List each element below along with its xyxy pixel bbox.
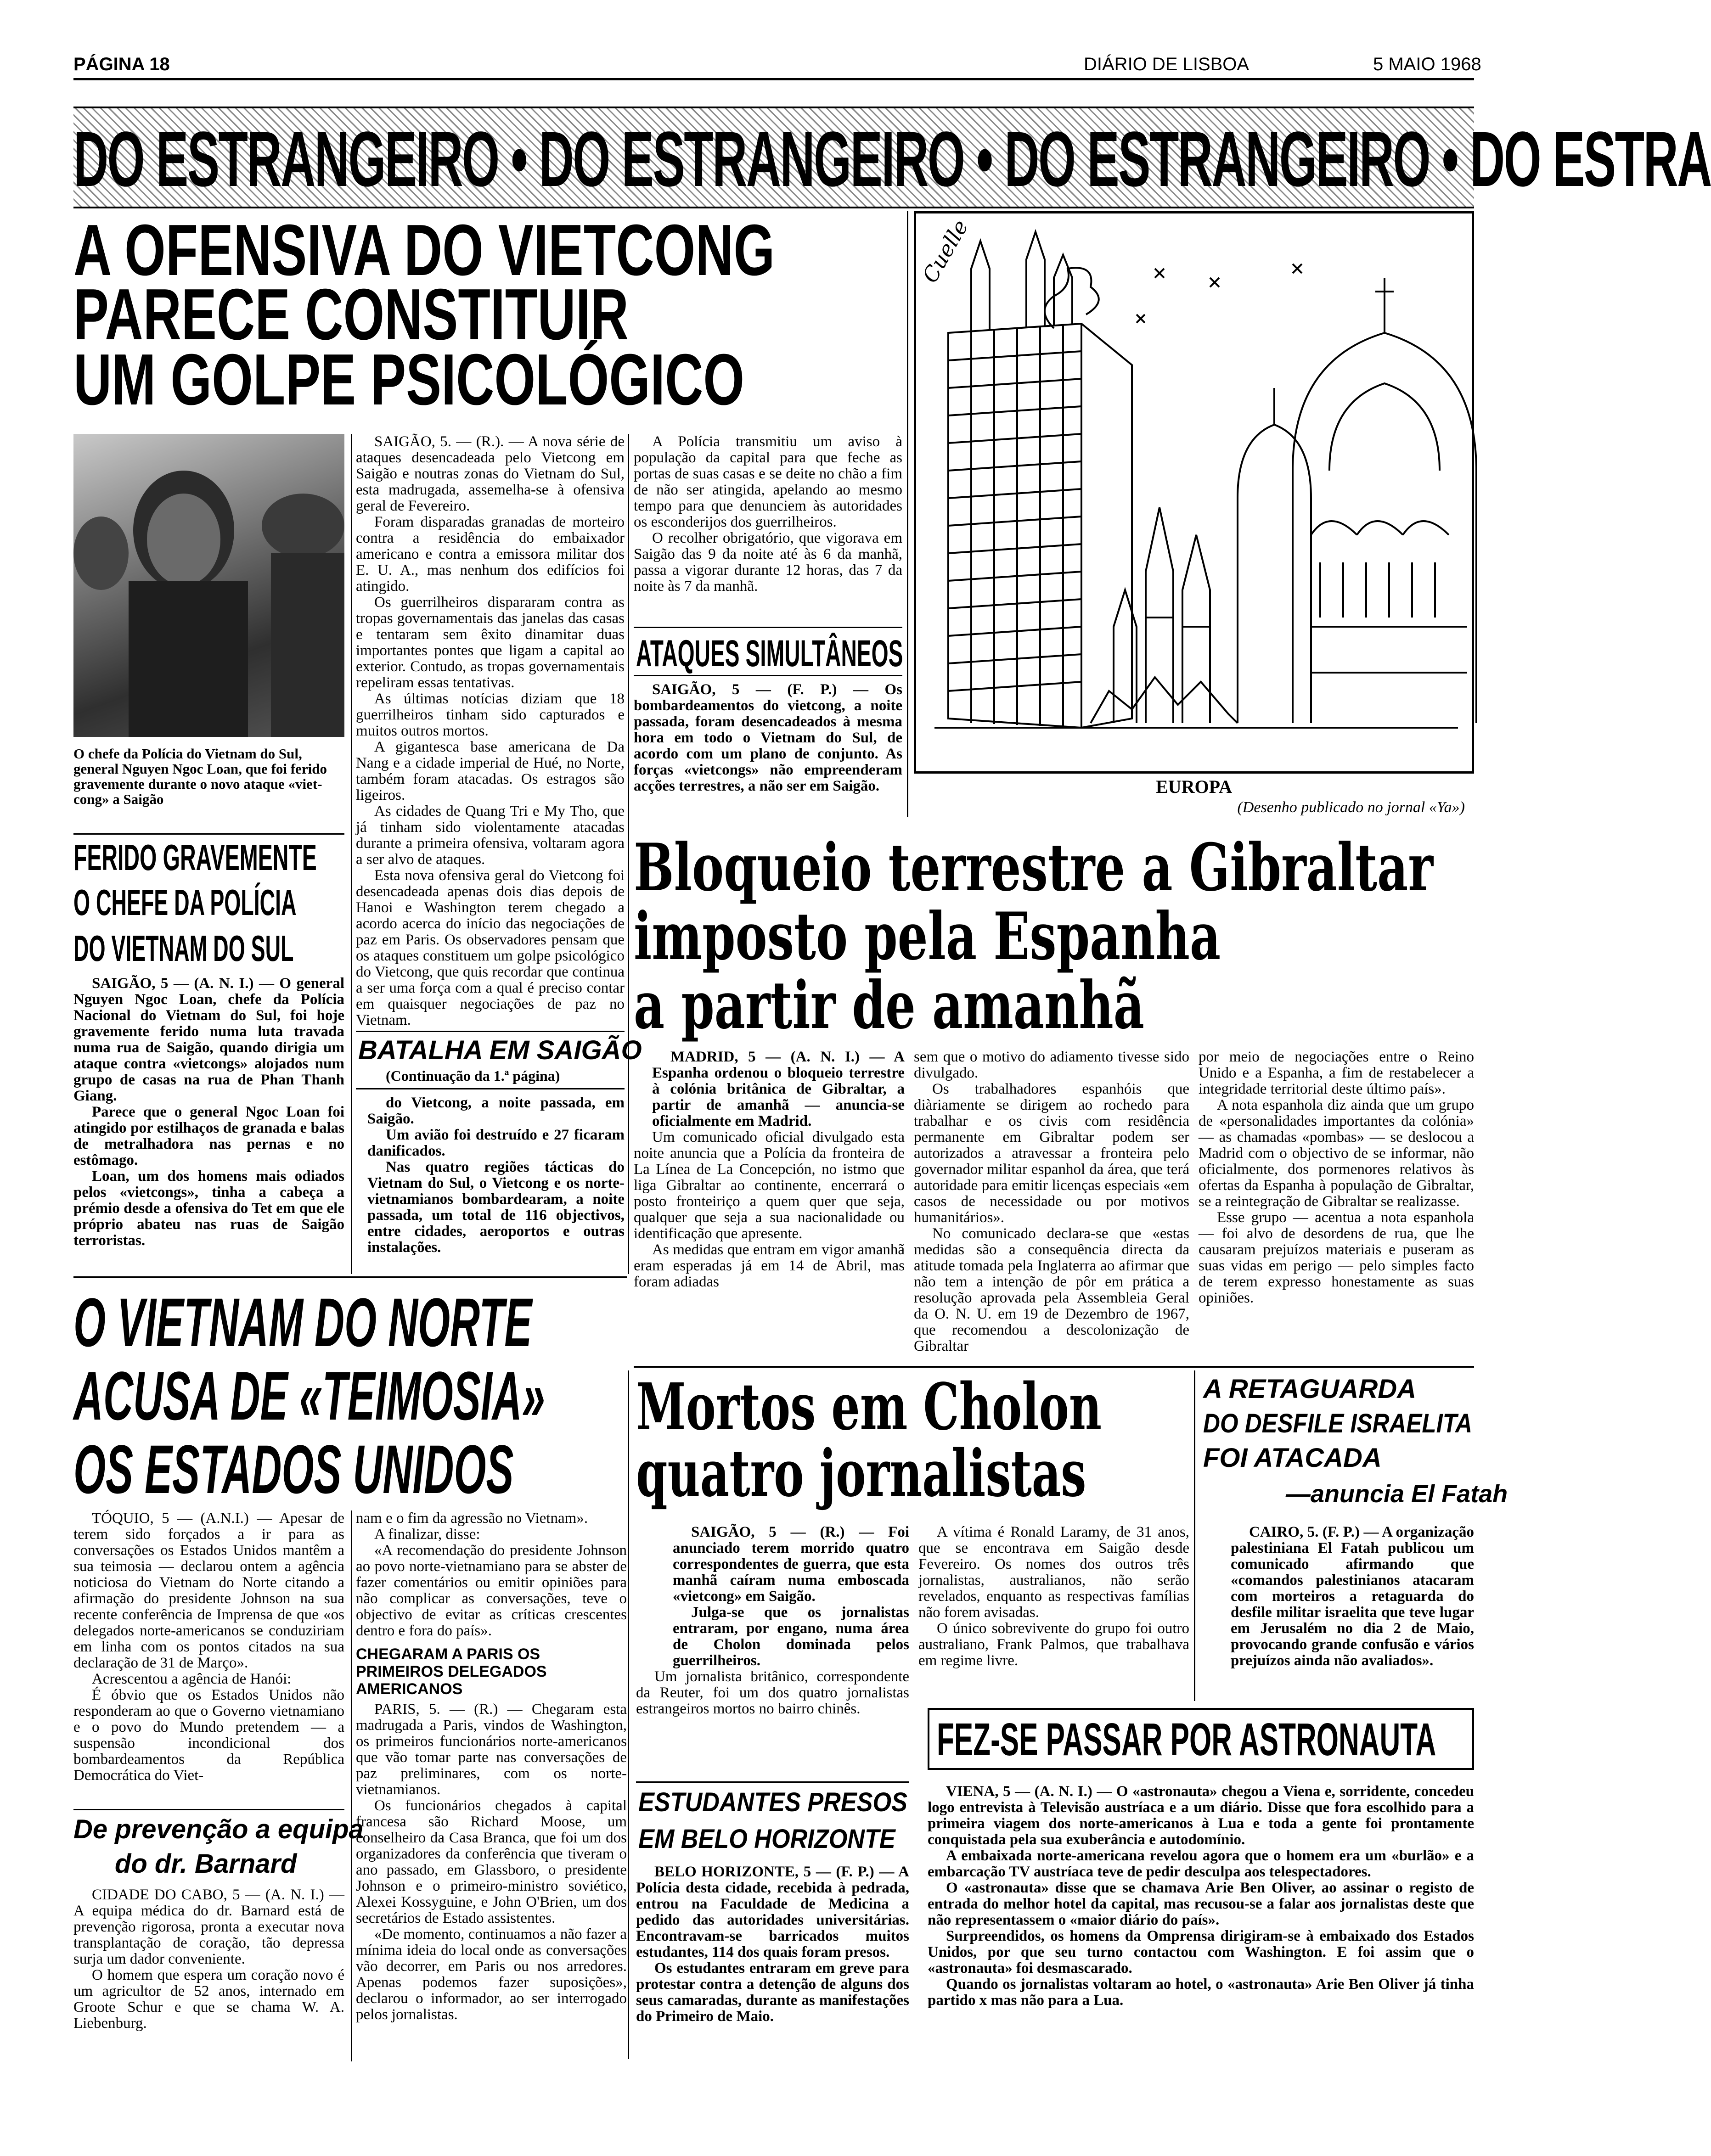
header-rule <box>73 78 1474 80</box>
barnard-heading-line-2: do dr. Barnard <box>115 1849 297 1879</box>
column-rule <box>907 211 908 817</box>
paragraph: O «astronauta» disse que se chamava Arie Ben Oliver, ao assinar o registo de entrada do melhor hotel da capital, mas recusou-se a falar aos jornalistas deste que não representassem o «maior diário do país». <box>928 1880 1474 1928</box>
paragraph: Parece que o general Ngoc Loan foi atingido por estilhaços de granada e balas de metralhadora nas pernas e no estômago. <box>73 1104 344 1168</box>
section-rule <box>634 627 902 628</box>
section-rule <box>73 1809 344 1810</box>
retaguarda-heading-line-1: A RETAGUARDA <box>1203 1374 1416 1404</box>
paragraph: PARIS, 5. — (R.) — Chegaram esta madrugada a Paris, vindos de Washington, os primeiros funcionários norte-americanos que vão tomar parte nas conversações de paz preliminares, com os norte-vietnamianos. <box>356 1701 627 1798</box>
astronauta-article <box>928 1784 1474 2009</box>
paragraph: Os guerrilheiros dispararam contra as tropas governamentais das janelas das casas e tentaram sem êxito dinamitar duas importantes pontes que ligam a capital ao exterior. Contudo, as tropas governamentais repeliram essas tentativas. <box>356 594 625 691</box>
section-banner-text: DO ESTRANGEIRO • DO ESTRANGEIRO • DO ESTRANGEIRO • DO ESTRA <box>73 116 1711 203</box>
section-rule <box>73 833 344 835</box>
ferido-heading-line-1: FERIDO GRAVEMENTE <box>73 837 317 878</box>
paragraph: Quando os jornalistas voltaram ao hotel, o «astronauta» Arie Ben Oliver já tinha partido x mas não para a Lua. <box>928 1976 1474 2009</box>
cholon-headline-line-2: quatro jornalistas <box>636 1436 1086 1511</box>
cartoon-signature: Cuelle <box>917 215 973 287</box>
paragraph: SAIGÃO, 5. — (R.). — A nova série de ataques desencadeada pelo Vietcong em Saigão e noutras zonas do Vietnam do Sul, esta madrugada, assemelha-se à ofensiva geral de Fevereiro. <box>356 433 625 514</box>
retaguarda-article <box>1203 1524 1474 1669</box>
paragraph: O recolher obrigatório, que vigorava em Saigão das 9 da noite até às 6 da manhã, passa a vigorar durante 12 horas, das 7 da noite às 7 da manhã. <box>634 530 902 595</box>
column-rule <box>1194 1370 1195 1701</box>
cholon-column-1 <box>636 1524 909 1717</box>
retaguarda-heading-line-2: DO DESFILE ISRAELITA <box>1203 1409 1473 1438</box>
paragraph: A Polícia transmitiu um aviso à população da capital para que feche as portas de suas casas e se deite no chão a fim de não ser atingida, apelando ao mesmo tempo para que denunciem às autoridades os esconderijos dos guerrilheiros. <box>634 433 902 530</box>
paragraph: Julga-se que os jornalistas entraram, por engano, numa área de Cholon dominada pelos guerrilheiros. <box>673 1604 909 1669</box>
paragraph: A gigantesca base americana de Da Nang e a cidade imperial de Hué, no Norte, também foram atacadas. Os estragos são ligeiros. <box>356 739 625 803</box>
column-rule <box>628 1370 629 2059</box>
paragraph: No comunicado declara-se que «estas medidas são a consequência directa da atitude tomada pela Inglaterra ao afirmar que não tem a intenção de pôr em prática a resolução aprovada pela Assembleia Geral da O. N. U. em 19 de Dezembro de 1967, que recomendou a descolonização de Gibraltar <box>914 1225 1189 1354</box>
gibraltar-column-3 <box>1199 1049 1474 1306</box>
photo-figures <box>73 434 344 737</box>
ferido-heading-line-2: O CHEFE DA POLÍCIA <box>73 882 297 923</box>
paragraph: SAIGÃO, 5 — (F. P.) — Os bombardeamentos do vietcong, a noite passada, foram desencadeados à mesma hora em todo o Vietnam do Sul, de acordo com um plano de conjunto. As forças «vietcongs» não empreenderam acções terrestres, a não ser em Saigão. <box>634 681 902 794</box>
paragraph: BELO HORIZONTE, 5 — (F. P.) — A Polícia desta cidade, recebida à pedrada, entrou na Faculdade de Medicina a pedido das autoridades universitárias. Encontravam-se barricados muitos estudantes, 114 dos quais foram presos. <box>636 1864 909 1960</box>
paragraph: As cidades de Quang Tri e My Tho, que já tinham sido violentamente atacadas durante a primeira ofensiva, voltaram agora a ser alvo de ataques. <box>356 803 625 868</box>
paragraph: Os estudantes entraram em greve para protestar contra a detenção de alguns dos seus camaradas, durante as manifestações do Primeiro de Maio. <box>636 1960 909 2025</box>
paragraph: por meio de negociações entre o Reino Unido e a Espanha, a fim de restabelecer a integridade territorial deste último país». <box>1199 1049 1474 1097</box>
ataques-text <box>634 682 902 794</box>
paragraph: Um comunicado oficial divulgado esta noite anuncia que a Polícia da fronteira de La Línea de La Concepción, no istmo que liga Gibraltar ao continente, encerrará o posto fronteiriço a quem quer que seja, qualquer que seja a sua nacionalidade ou identificação que apresente. <box>634 1129 905 1242</box>
column-rule <box>351 434 352 1274</box>
barnard-article <box>73 1887 344 2032</box>
photo-caption: O chefe da Polícia do Vietnam do Sul, general Nguyen Ngoc Loan, que foi ferido gravemente durante o novo ataque «viet-cong» a Saigão <box>73 746 327 807</box>
main-headline-line-1: A OFENSIVA DO VIETCONG <box>73 210 775 291</box>
estudantes-article <box>636 1864 909 2025</box>
main-headline-line-3: UM GOLPE PSICOLÓGICO <box>73 339 745 420</box>
section-rule <box>356 1088 625 1089</box>
gibraltar-column-2 <box>914 1049 1189 1354</box>
vietnam-norte-column-2 <box>356 1510 627 2023</box>
column-rule <box>628 434 629 1274</box>
section-rule <box>73 1276 627 1278</box>
newspaper-name: DIÁRIO DE LISBOA <box>1084 54 1249 74</box>
vietnam-norte-headline-line-1: O VIETNAM DO NORTE <box>73 1284 532 1361</box>
batalha-continuation: (Continuação da 1.ª página) <box>386 1067 560 1084</box>
main-headline-line-2: PARECE CONSTITUIR <box>73 274 629 355</box>
gibraltar-column-1 <box>634 1049 905 1290</box>
paragraph: Surpreendidos, os homens da Omprensa dirigiram-se à embaixado dos Estados Unidos, por que seu turno contactou com Washington. E foi assim que o «astronauta» foi desmascarado. <box>928 1928 1474 1976</box>
paragraph: Esta nova ofensiva geral do Vietcong foi desencadeada apenas dois dias depois de Hanoi e Washington terem chegado a acordo acerca do início das negociações de paz em Paris. Os observadores pensam que os ataques constituem um golpe psicológico do Vietcong, que quis recordar que continua a ser uma força com a qual é preciso contar em quaisquer negociações de paz no Vietnam. <box>356 867 625 1028</box>
section-rule <box>636 1781 909 1783</box>
paragraph: Acrescentou a agência de Hanói: <box>92 1671 292 1687</box>
paragraph: As medidas que entram em vigor amanhã eram esperadas já em 14 de Abril, mas foram adiadas <box>634 1241 905 1290</box>
ataques-heading: ATAQUES SIMULTÂNEOS <box>636 633 903 674</box>
paragraph: O único sobrevivente do grupo foi outro australiano, Frank Palmos, que trabalhava em regime livre. <box>918 1620 1189 1669</box>
ferido-heading-line-3: DO VIETNAM DO SUL <box>73 928 294 969</box>
paragraph: Esse grupo — acentua a nota espanhola — foi alvo de desordens de rua, que lhe causaram prejuízos materiais e puseram as suas vidas em perigo — pelo simples facto de terem expresso honestamente as suas opiniões. <box>1199 1209 1474 1306</box>
astronauta-heading: FEZ-SE PASSAR POR ASTRONAUTA <box>937 1714 1436 1765</box>
paragraph: sem que o motivo do adiamento tivesse sido divulgado. <box>914 1049 1189 1081</box>
cartoon-credit: (Desenho publicado no jornal «Ya») <box>1237 799 1465 816</box>
paragraph: nam e o fim da agressão no Vietnam». <box>356 1510 588 1527</box>
batalha-article <box>367 1095 625 1256</box>
gibraltar-headline-line-3: a partir de amanhã <box>634 967 1144 1044</box>
paragraph: SAIGÃO, 5 — (R.) — Foi anunciado terem morrido quatro correspondentes de guerra, que esta manhã caíram numa emboscada «vietcong» em Saigão. <box>673 1524 909 1605</box>
page-number: PÁGINA 18 <box>73 54 170 74</box>
section-rule <box>356 1031 625 1032</box>
paragraph: «A recomendação do presidente Johnson ao povo norte-vietnamiano para se abster de fazer comentários ou emitir opiniões para não complicar as conversações, teve o objectivo de evitar as críticas crescentes dentro e fora do país». <box>356 1542 627 1639</box>
vietnam-norte-column-1 <box>73 1510 344 1784</box>
news-photo <box>73 434 344 737</box>
paragraph: do Vietcong, a noite passada, em Saigão. <box>367 1095 625 1127</box>
section-banner <box>73 107 1711 208</box>
section-rule <box>634 675 902 676</box>
gibraltar-headline-line-2: imposto pela Espanha <box>634 898 1221 975</box>
vietnam-norte-headline-line-3: OS ESTADOS UNIDOS <box>73 1431 514 1508</box>
batalha-heading: BATALHA EM SAIGÃO <box>358 1035 642 1065</box>
section-rule <box>634 1366 1474 1368</box>
paragraph: A vítima é Ronald Laramy, de 31 anos, que se encontrava em Saigão desde Fevereiro. Os nomes dos outros três jornalistas, australianos, não serão revelados, enquanto as respectivas famílias não forem avisadas. <box>918 1524 1189 1621</box>
paragraph: Um avião foi destruído e 27 ficaram danificados. <box>367 1127 625 1159</box>
paragraph: As últimas notícias diziam que 18 guerrilheiros tinham sido capturados e muitos outros mortos. <box>356 691 625 739</box>
paragraph: TÓQUIO, 5 — (A.N.I.) — Apesar de terem sido forçados a ir para as conversações os Estados Unidos mantêm a sua teimosia — declarou ontem a agência noticiosa do Vietnam do Norte citando a afirmação do presidente Johnson na sua recente conferência de Imprensa de que «os delegados norte-americanos se conduziriam em linha com os pontos citados na sua declaração de 31 de Março». <box>73 1510 344 1671</box>
paragraph: Um jornalista britânico, correspondente da Reuter, foi um dos quatro jornalistas estrangeiros mortos no bairro chinês. <box>636 1668 909 1717</box>
cholon-headline-line-1: Mortos em Cholon <box>636 1370 1102 1445</box>
column-rule <box>351 1510 352 2061</box>
vietnam-norte-headline-line-2: ACUSA DE «TEIMOSIA» <box>73 1357 545 1434</box>
estudantes-heading-line-2: EM BELO HORIZONTE <box>638 1824 895 1854</box>
paragraph: A nota espanhola diz ainda que um grupo de «personalidades importantes da colónia» — as chamadas «pombas» — se deslocou a Madrid com o objectivo de se informar, não oficialmente, dos pormenores relativos às ofertas da Espanha à população de Gibraltar, se a reintegração de Gibraltar se realizasse. <box>1199 1097 1474 1210</box>
paragraph: É óbvio que os Estados Unidos não responderam ao que o Governo vietnamiano e o povo do Mundo pretendem — a suspensão incondicional dos bombardeamentos da República Democrática do Viet- <box>73 1687 344 1784</box>
paragraph: O homem que espera um coração novo é um agricultor de 52 anos, internado em Groote Schur e que se chama W. A. Liebenburg. <box>73 1967 344 2032</box>
paragraph: A finalizar, disse: <box>374 1526 480 1543</box>
cartoon-caption: EUROPA <box>1156 776 1232 797</box>
paragraph: Os funcionários chegados à capital francesa são Richard Moose, um conselheiro da Casa Branca, que foi um dos organizadores da conferência que tiveram o ano passado, em Glassboro, o presidente Johnson e o primeiro-ministro soviético, Alexei Kossyguine, e John O'Brien, um dos secretários de Estado assistentes. <box>356 1797 627 1926</box>
cartoon-europa <box>914 211 1474 774</box>
paragraph: Os trabalhadores espanhóis que diàriamente se dirigem ao rochedo para trabalhar e os civis com residência permanente em Gibraltar podem ser autorizados a atravessar a fronteira pelo governador militar espanhol da área, que terá autoridade para emitir licenças especiais «em casos de necessidade ou por motivos humanitários». <box>914 1081 1189 1226</box>
paragraph: CIDADE DO CABO, 5 — (A. N. I.) — A equipa médica do dr. Barnard está de prevenção rigorosa, pronta a executar nova transplantação de coração, tão depressa surja um dador conveniente. <box>73 1886 344 1967</box>
paragraph: A embaixada norte-americana revelou agora que o homem era um «burlão» e a embarcação TV austríaca teve de pedir desculpa aos telespectadores. <box>928 1847 1474 1880</box>
retaguarda-heading-line-3: FOI ATACADA <box>1203 1443 1382 1473</box>
paragraph: Loan, um dos homens mais odiados pelos «vietcongs», tinha a cabeça a prémio desde a ofensiva do Tet em que ele próprio abateu nas ruas de Saigão terroristas. <box>73 1168 344 1249</box>
cartoon-drawing <box>916 213 1472 771</box>
paragraph: VIENA, 5 — (A. N. I.) — O «astronauta» chegou a Viena e, sorridente, concedeu logo entrevista à Televisão austríaca e a um diário. Disse que fora escolhido para a primeira viagem dos norte-americanos à Lua e toda a gente foi prontamente conquistada pela sua exuberância e autodomínio. <box>928 1783 1474 1848</box>
barnard-heading-line-1: De prevenção a equipa <box>73 1814 364 1844</box>
ferido-article <box>73 976 344 1249</box>
main-article-column-3 <box>634 434 902 595</box>
chegaram-subheading: CHEGARAM A PARIS OS PRIMEIROS DELEGADOS AMERICANOS <box>356 1645 547 1698</box>
paragraph: MADRID, 5 — (A. N. I.) — A Espanha ordenou o bloqueio terrestre à colónia britânica de Gibraltar, a partir de amanhã — anuncia-se oficialmente em Madrid. <box>652 1049 905 1129</box>
paragraph: Nas quatro regiões tácticas do Vietnam do Sul, o Vietcong e os norte-vietnamianos bombardearam, a noite passada, um total de 116 objectivos, entre cidades, aeroportos e outras instalações. <box>367 1159 625 1256</box>
retaguarda-heading-line-4: —anuncia El Fatah <box>1286 1480 1508 1508</box>
main-article-column-2 <box>356 434 625 1028</box>
gibraltar-headline-line-1: Bloqueio terrestre a Gibraltar <box>634 830 1433 906</box>
paragraph: SAIGÃO, 5 — (A. N. I.) — O general Nguyen Ngoc Loan, chefe da Polícia Nacional do Vietnam do Sul, foi hoje gravemente ferido numa luta travada numa rua de Saigão, quando dirigia um ataque contra «vietcongs» alojados num grupo de casas na rua de Phan Thanh Giang. <box>73 975 344 1104</box>
paragraph: «De momento, continuamos a não fazer a mínima ideia do local onde as conversações vão decorrer, em Paris ou nos arredores. Apenas podemos fazer suposições», declarou o informador, ao ser interrogado pelos jornalistas. <box>356 1926 627 2023</box>
estudantes-heading-line-1: ESTUDANTES PRESOS <box>638 1787 907 1817</box>
paragraph: CAIRO, 5. (F. P.) — A organização palestiniana El Fatah publicou um comunicado afirmando que «comandos palestinianos atacaram com morteiros a retaguarda do desfile militar israelita que teve lugar em Jerusalém no dia 2 de Maio, provocando grande confusão e vários prejuízos ainda não avaliados». <box>1231 1524 1474 1669</box>
issue-date: 5 MAIO 1968 <box>1373 54 1481 74</box>
paragraph: Foram disparadas granadas de morteiro contra a residência do embaixador americano e contra a emissora militar dos E. U. A., mas nenhum dos edifícios foi atingido. <box>356 514 625 595</box>
cholon-column-2 <box>918 1524 1189 1669</box>
